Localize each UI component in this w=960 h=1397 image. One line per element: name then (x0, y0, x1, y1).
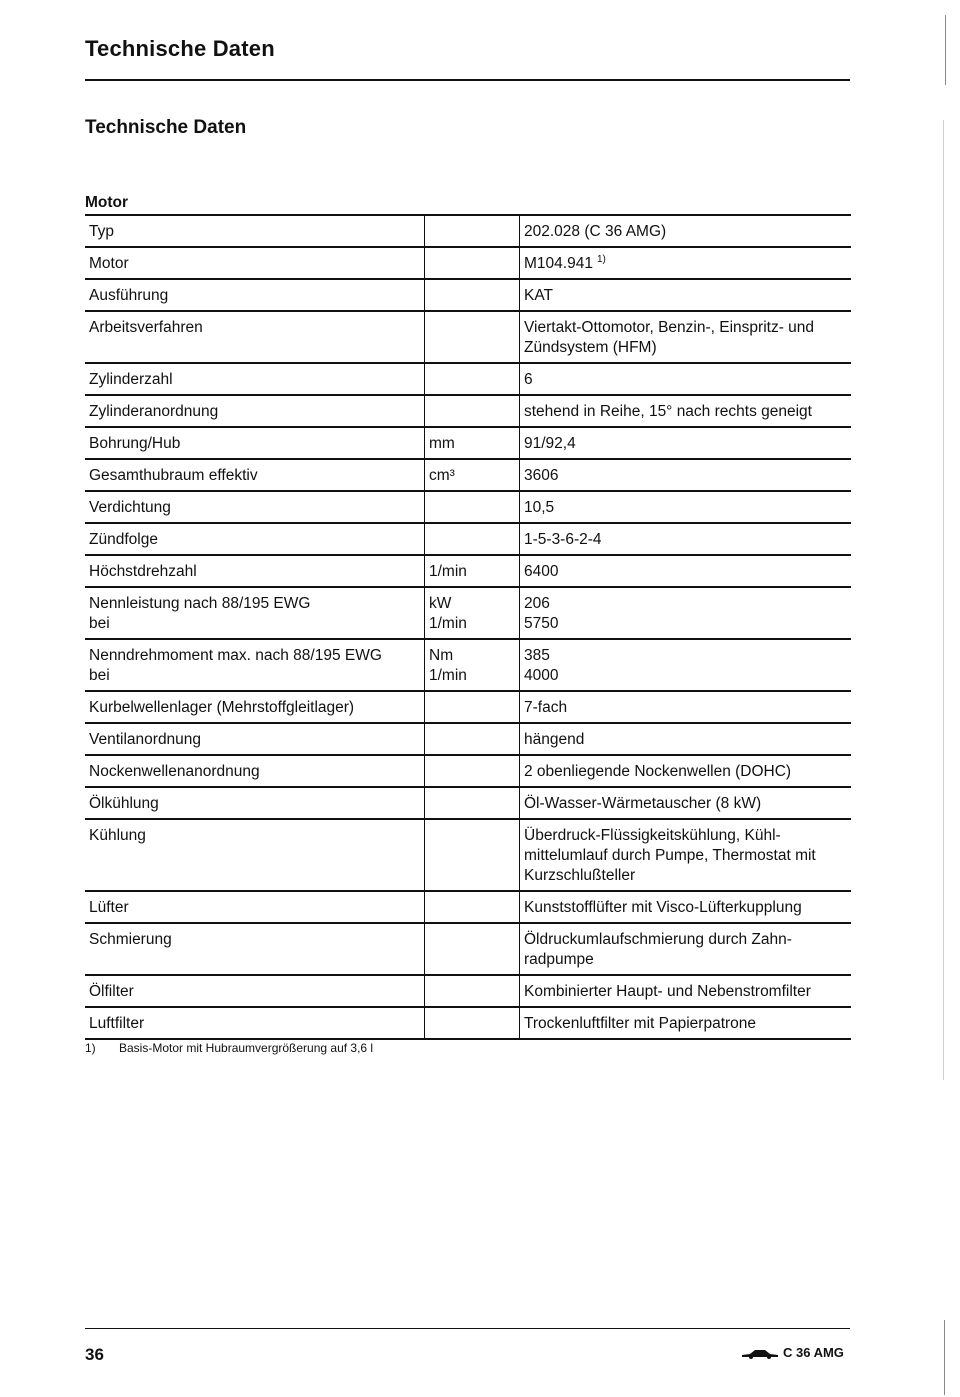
spec-label (85, 427, 425, 459)
spec-row (85, 975, 851, 1007)
spec-label-line (89, 254, 420, 274)
spec-value-text: 4000 (524, 667, 559, 684)
spec-unit (425, 363, 520, 395)
spec-label-text: Kurbelwellenlager (Mehrstoffgleitlager) (89, 699, 355, 716)
section-title: Technische Daten (85, 117, 247, 138)
spec-value (520, 279, 852, 311)
spec-value (520, 555, 852, 587)
spec-label (85, 923, 425, 975)
spec-unit (425, 555, 520, 587)
spec-value (520, 755, 852, 787)
spec-label-line (89, 982, 420, 1002)
spec-value (520, 819, 852, 891)
spec-unit (425, 723, 520, 755)
spec-value-text: M104.941 (524, 255, 593, 272)
spec-unit-text: 1/min (429, 615, 467, 632)
spec-value-text: 3606 (524, 467, 559, 484)
spec-row (85, 215, 851, 247)
spec-value-text: 10,5 (524, 499, 555, 516)
spec-value-text: Viertakt-Ottomotor, Benzin-, Einspritz- und (524, 319, 815, 336)
spec-label-line (89, 730, 420, 750)
spec-row (85, 555, 851, 587)
spec-unit (425, 395, 520, 427)
spec-label-line (89, 898, 420, 918)
spec-value-line (524, 370, 847, 390)
spec-label (85, 491, 425, 523)
spec-unit (425, 311, 520, 363)
spec-value (520, 427, 852, 459)
spec-value-text: 385 (524, 647, 550, 664)
spec-unit-text: mm (429, 435, 455, 452)
scan-edge-mark (943, 120, 944, 1080)
spec-label (85, 587, 425, 639)
spec-label (85, 691, 425, 723)
spec-unit-text: 1/min (429, 667, 467, 684)
spec-label-line (89, 666, 420, 686)
spec-unit-text: cm³ (429, 467, 455, 484)
spec-unit (425, 279, 520, 311)
spec-value-text: 7-fach (524, 699, 568, 716)
scan-edge-mark (944, 1320, 945, 1395)
spec-value-line (524, 318, 847, 338)
spec-unit (425, 587, 520, 639)
spec-value-line (524, 950, 847, 970)
spec-value-text: 5750 (524, 615, 559, 632)
spec-unit (425, 891, 520, 923)
spec-label (85, 639, 425, 691)
spec-label-text: Verdichtung (89, 499, 171, 516)
spec-value (520, 639, 852, 691)
spec-unit (425, 975, 520, 1007)
spec-row (85, 459, 851, 491)
spec-unit (425, 247, 520, 279)
spec-label (85, 723, 425, 755)
spec-row (85, 363, 851, 395)
spec-value (520, 523, 852, 555)
spec-label-line (89, 286, 420, 306)
spec-label (85, 395, 425, 427)
spec-value-text: radpumpe (524, 951, 594, 968)
spec-value-text: Zündsystem (HFM) (524, 339, 657, 356)
spec-label-line (89, 434, 420, 454)
spec-value-line (524, 762, 847, 782)
spec-value (520, 891, 852, 923)
spec-value (520, 311, 852, 363)
spec-value-line (524, 866, 847, 886)
spec-value-line (524, 254, 847, 274)
spec-value (520, 1007, 852, 1039)
spec-label-text: Kühlung (89, 827, 146, 844)
spec-value (520, 723, 852, 755)
spec-unit (425, 819, 520, 891)
spec-value-line (524, 402, 847, 422)
spec-label (85, 311, 425, 363)
spec-label-text: bei (89, 667, 110, 684)
spec-unit-line (429, 562, 515, 582)
engine-spec-table (85, 214, 851, 1040)
spec-value-text: 206 (524, 595, 550, 612)
spec-value-line (524, 222, 847, 242)
spec-value-line (524, 498, 847, 518)
spec-row (85, 491, 851, 523)
spec-label (85, 555, 425, 587)
car-icon (742, 1347, 778, 1359)
spec-value (520, 491, 852, 523)
spec-value-line (524, 646, 847, 666)
spec-row (85, 923, 851, 975)
spec-value-line (524, 434, 847, 454)
spec-row (85, 723, 851, 755)
footnote-mark: 1) (85, 1041, 96, 1055)
spec-unit (425, 755, 520, 787)
spec-value-text: 1-5-3-6-2-4 (524, 531, 602, 548)
spec-value-line (524, 698, 847, 718)
spec-unit (425, 787, 520, 819)
spec-label-line (89, 222, 420, 242)
spec-label-text: Bohrung/Hub (89, 435, 181, 452)
spec-value-text: Kombinierter Haupt- und Nebenstromfilter (524, 983, 811, 1000)
spec-value-line (524, 338, 847, 358)
footer-divider (85, 1328, 850, 1329)
spec-row (85, 755, 851, 787)
spec-label-text: bei (89, 615, 110, 632)
spec-unit (425, 523, 520, 555)
spec-unit-text: Nm (429, 647, 454, 664)
spec-unit-text: kW (429, 595, 452, 612)
spec-label-line (89, 1014, 420, 1034)
spec-value-text: Kunststofflüfter mit Visco-Lüfterkupplung (524, 899, 802, 916)
spec-value-line (524, 666, 847, 686)
spec-label-line (89, 530, 420, 550)
spec-unit (425, 459, 520, 491)
spec-label (85, 975, 425, 1007)
spec-unit (425, 1007, 520, 1039)
spec-label-line (89, 762, 420, 782)
spec-value (520, 395, 852, 427)
spec-value (520, 363, 852, 395)
spec-value-text: 202.028 (C 36 AMG) (524, 223, 667, 240)
spec-label (85, 1007, 425, 1039)
spec-label (85, 363, 425, 395)
spec-unit (425, 491, 520, 523)
spec-value-text: Überdruck-Flüssigkeitskühlung, Kühl- (524, 827, 781, 844)
spec-row (85, 395, 851, 427)
spec-row (85, 787, 851, 819)
spec-label-text: Motor (89, 255, 129, 272)
spec-label-line (89, 402, 420, 422)
spec-unit-line (429, 666, 515, 686)
spec-label-text: Ausführung (89, 287, 169, 304)
spec-unit (425, 691, 520, 723)
spec-value (520, 691, 852, 723)
spec-value-text: Trockenluftfilter mit Papierpatrone (524, 1015, 757, 1032)
spec-value-line (524, 466, 847, 486)
spec-row (85, 279, 851, 311)
spec-unit-line (429, 646, 515, 666)
footnote-text: Basis-Motor mit Hubraumvergrößerung auf 3,6 l (119, 1041, 374, 1055)
spec-value-line (524, 930, 847, 950)
spec-unit-line (429, 434, 515, 454)
spec-unit-text: 1/min (429, 563, 467, 580)
spec-value-line (524, 826, 847, 846)
spec-row (85, 523, 851, 555)
header-divider (85, 79, 850, 81)
spec-label-line (89, 318, 420, 338)
page-number: 36 (85, 1345, 104, 1364)
model-badge (742, 1345, 844, 1360)
spec-value-line (524, 614, 847, 634)
spec-label-text: Zündfolge (89, 531, 158, 548)
spec-unit (425, 639, 520, 691)
spec-value-line (524, 286, 847, 306)
spec-label-line (89, 698, 420, 718)
spec-label-line (89, 466, 420, 486)
spec-row (85, 691, 851, 723)
spec-value-line (524, 594, 847, 614)
spec-label-text: Schmierung (89, 931, 172, 948)
spec-row (85, 819, 851, 891)
spec-label-text: Gesamthubraum effektiv (89, 467, 258, 484)
spec-value-text: Kurzschlußteller (524, 867, 636, 884)
spec-value-text: hängend (524, 731, 585, 748)
spec-label-text: Nockenwellenanordnung (89, 763, 260, 780)
spec-value-line (524, 562, 847, 582)
spec-label-text: Ventilanordnung (89, 731, 202, 748)
spec-label (85, 459, 425, 491)
spec-row (85, 247, 851, 279)
spec-value (520, 459, 852, 491)
spec-label-text: Luftfilter (89, 1015, 145, 1032)
spec-value-text: Öldruckumlaufschmierung durch Zahn- (524, 931, 792, 948)
spec-value (520, 923, 852, 975)
spec-value (520, 787, 852, 819)
spec-value-text: 6 (524, 371, 533, 388)
spec-label-line (89, 594, 420, 614)
spec-label-line (89, 370, 420, 390)
spec-label (85, 787, 425, 819)
spec-label (85, 755, 425, 787)
spec-label-text: Zylinderzahl (89, 371, 173, 388)
spec-label (85, 215, 425, 247)
footnote-ref: 1) (596, 253, 606, 265)
spec-value-text: 2 obenliegende Nockenwellen (DOHC) (524, 763, 792, 780)
spec-value (520, 247, 852, 279)
spec-label-line (89, 646, 420, 666)
spec-unit-line (429, 466, 515, 486)
spec-unit (425, 923, 520, 975)
spec-label-line (89, 794, 420, 814)
spec-unit-line (429, 594, 515, 614)
spec-value (520, 587, 852, 639)
spec-label-line (89, 562, 420, 582)
scan-edge-mark (945, 15, 946, 85)
spec-value-text: 6400 (524, 563, 559, 580)
spec-label (85, 523, 425, 555)
footnote (85, 1041, 373, 1055)
spec-value-text: 91/92,4 (524, 435, 576, 452)
spec-label-text: Typ (89, 223, 114, 240)
spec-label-line (89, 930, 420, 950)
spec-value-line (524, 730, 847, 750)
spec-unit (425, 215, 520, 247)
spec-label-text: Ölkühlung (89, 795, 159, 812)
spec-label-line (89, 498, 420, 518)
spec-value-line (524, 1014, 847, 1034)
spec-value-text: KAT (524, 287, 553, 304)
spec-value-text: stehend in Reihe, 15° nach rechts geneigt (524, 403, 812, 420)
spec-value-line (524, 898, 847, 918)
spec-label-text: Höchstdrehzahl (89, 563, 197, 580)
spec-label-text: Arbeitsverfahren (89, 319, 203, 336)
spec-value (520, 215, 852, 247)
spec-label-text: Nennleistung nach 88/195 EWG (89, 595, 311, 612)
spec-unit-line (429, 614, 515, 634)
model-label: C 36 AMG (783, 1345, 844, 1360)
spec-value-line (524, 846, 847, 866)
spec-row (85, 311, 851, 363)
spec-label (85, 891, 425, 923)
spec-unit (425, 427, 520, 459)
spec-row (85, 891, 851, 923)
group-title-motor: Motor (85, 194, 129, 211)
spec-label-text: Zylinderanordnung (89, 403, 219, 420)
spec-row (85, 639, 851, 691)
spec-value (520, 975, 852, 1007)
spec-value-text: mittelumlauf durch Pumpe, Thermostat mit (524, 847, 816, 864)
spec-label (85, 279, 425, 311)
spec-label-line (89, 826, 420, 846)
page-header-title: Technische Daten (85, 36, 275, 61)
spec-value-line (524, 530, 847, 550)
spec-label-text: Ölfilter (89, 983, 134, 1000)
spec-value-text: Öl-Wasser-Wärmetauscher (8 kW) (524, 795, 762, 812)
spec-row (85, 427, 851, 459)
spec-label (85, 247, 425, 279)
spec-value-line (524, 794, 847, 814)
spec-label-text: Nenndrehmoment max. nach 88/195 EWG (89, 647, 382, 664)
spec-label-text: Lüfter (89, 899, 129, 916)
spec-row (85, 1007, 851, 1039)
spec-label-line (89, 614, 420, 634)
spec-value-line (524, 982, 847, 1002)
spec-row (85, 587, 851, 639)
spec-label (85, 819, 425, 891)
